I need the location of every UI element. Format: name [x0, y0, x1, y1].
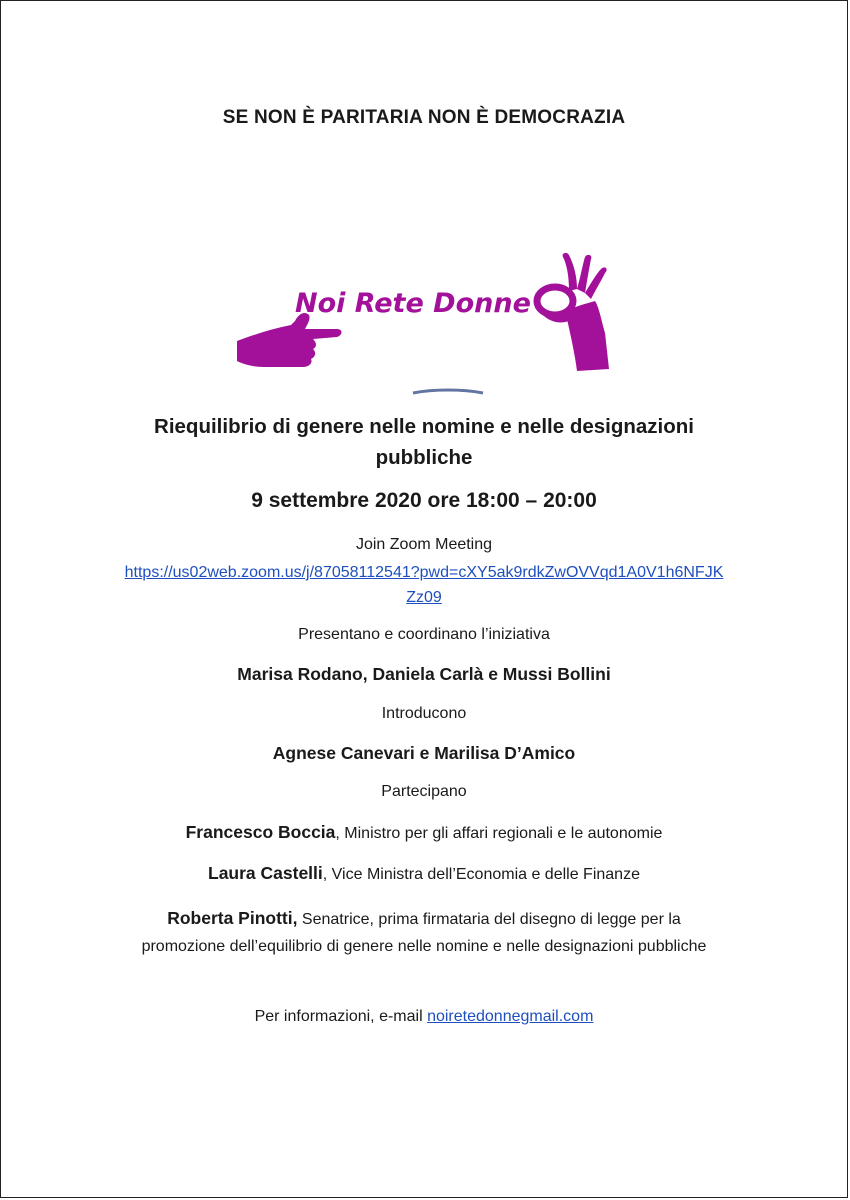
presenters-label: Presentano e coordinano l’iniziativa [298, 626, 550, 643]
noi-rete-donne-logo [233, 249, 623, 399]
presenters-names: Marisa Rodano, Daniela Carlà e Mussi Bollini [237, 664, 611, 684]
participant-name: Laura Castelli [208, 863, 323, 883]
introducers-label: Introducono [381, 705, 467, 722]
contact-email-link[interactable]: noiretedonnegmail.com [427, 1008, 594, 1025]
ok-hand-icon [537, 253, 609, 371]
participant-role: , Vice Ministra dell’Economia e delle Finanze [322, 866, 640, 883]
left-hand-icon [237, 313, 342, 367]
logo-text: Noi Rete Donne [295, 288, 531, 319]
contact-info [1, 1008, 847, 1026]
participant-name: Roberta Pinotti, [167, 908, 298, 928]
logo-underline [413, 390, 483, 393]
event-date: 9 settembre 2020 ore 18:00 – 20:00 [251, 489, 597, 512]
event-title-line-2: pubbliche [375, 446, 473, 469]
participant-item [1, 863, 847, 884]
participant-role: , Ministro per gli affari regionali e le autonomie [335, 825, 663, 842]
participant-name: Francesco Boccia [185, 822, 336, 842]
zoom-label: Join Zoom Meeting [355, 536, 493, 553]
participant-item [1, 905, 847, 960]
event-title-line-1: Riequilibrio di genere nelle nomine e nelle designazioni [154, 415, 694, 438]
participant-item [1, 822, 847, 843]
participant-role-line-2: promozione dell’equilibrio di genere nelle nomine e nelle designazioni pubbliche [141, 938, 707, 955]
contact-label: Per informazioni, e-mail [254, 1008, 428, 1025]
zoom-link-line-1[interactable]: https://us02web.zoom.us/j/87058112541?pwd=cXY5ak9rdkZwOVVqd1A0V1h6NFJK [124, 564, 724, 581]
participants-label: Partecipano [381, 783, 467, 800]
participant-role: Senatrice, prima firmataria del disegno di legge per la [297, 911, 681, 928]
zoom-link-line-2[interactable]: Zz09 [406, 589, 442, 606]
zoom-link[interactable] [1, 560, 847, 610]
event-title [1, 411, 847, 473]
page-heading: SE NON È PARITARIA NON È DEMOCRAZIA [222, 107, 626, 128]
introducers-names: Agnese Canevari e Marilisa D’Amico [272, 743, 576, 763]
